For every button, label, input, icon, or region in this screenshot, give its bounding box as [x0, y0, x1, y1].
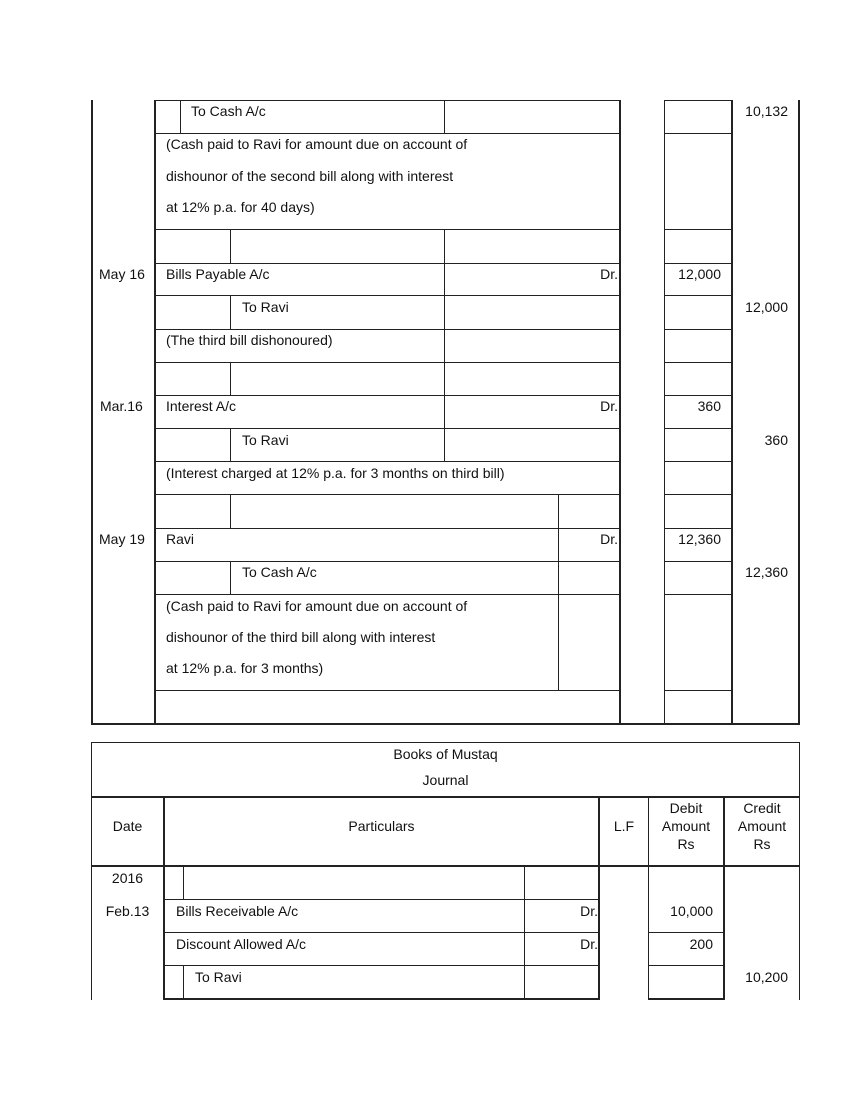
border-debit-left: [664, 100, 665, 725]
debit-amount: 10,000: [670, 903, 713, 919]
entry-date: May 16: [99, 266, 145, 282]
journal-title: Journal: [422, 772, 469, 788]
header-bottom-rule: [91, 865, 800, 867]
narration-line: (Cash paid to Ravi for amount due on account of: [166, 136, 468, 152]
border-left: [91, 100, 93, 725]
credit-amount: 10,200: [745, 969, 788, 985]
header-debit-line: Rs: [677, 836, 695, 852]
particulars-text: Interest A/c: [166, 398, 237, 414]
debit-amount: 200: [689, 936, 713, 952]
credit-amount: 12,000: [745, 299, 788, 315]
debit-amount: 360: [697, 398, 721, 414]
narration-line: (Cash paid to Ravi for amount due on account of: [166, 598, 468, 614]
dr-marker: Dr.: [580, 936, 598, 952]
border-date-col: [154, 100, 156, 725]
particulars-text: Bills Payable A/c: [166, 266, 270, 282]
header-debit-line: Debit: [669, 800, 703, 816]
particulars-text: Ravi: [166, 531, 195, 547]
border-right: [799, 742, 800, 1000]
credit-amount: 12,360: [745, 564, 788, 580]
header-credit-line: Credit: [743, 800, 781, 816]
narration-line: (Interest charged at 12% p.a. for 3 months on third bill): [166, 465, 505, 481]
entry-date: Mar.16: [100, 398, 143, 414]
narration-line: at 12% p.a. for 3 months): [166, 660, 324, 676]
particulars-text: Discount Allowed A/c: [176, 936, 306, 952]
narration-line: (The third bill dishonoured): [166, 332, 333, 348]
book-title: Books of Mustaq: [393, 746, 498, 762]
header-credit-line: Rs: [753, 836, 771, 852]
year-label: 2016: [111, 870, 144, 886]
debit-amount: 12,360: [678, 531, 721, 547]
entry-date: Feb.13: [105, 903, 150, 919]
border-bottom: [91, 723, 800, 725]
dr-marker: Dr.: [600, 531, 618, 547]
border-right: [798, 100, 800, 725]
particulars-text: To Ravi: [242, 299, 289, 315]
border-particulars-right: [619, 100, 621, 725]
entry-date: May 19: [99, 531, 145, 547]
debit-amount: 12,000: [678, 266, 721, 282]
particulars-text: To Ravi: [195, 969, 242, 985]
narration-line: dishounor of the second bill along with interest: [166, 168, 454, 184]
border-debit-right: [731, 100, 733, 725]
border-top: [91, 742, 800, 743]
particulars-text: Bills Receivable A/c: [176, 903, 299, 919]
particulars-text: To Cash A/c: [191, 103, 266, 119]
credit-amount: 360: [764, 432, 788, 448]
credit-amount: 10,132: [745, 103, 788, 119]
narration-line: dishounor of the third bill along with interest: [166, 629, 436, 645]
dr-marker: Dr.: [600, 266, 618, 282]
particulars-text: To Ravi: [242, 432, 289, 448]
narration-line: at 12% p.a. for 40 days): [166, 199, 315, 215]
header-date: Date: [112, 818, 143, 834]
header-particulars: Particulars: [348, 818, 415, 834]
dr-marker: Dr.: [600, 398, 618, 414]
dr-marker: Dr.: [580, 903, 598, 919]
header-lf: L.F: [613, 818, 635, 834]
header-credit-line: Amount: [737, 818, 787, 834]
header-debit-line: Amount: [661, 818, 711, 834]
particulars-text: To Cash A/c: [242, 564, 317, 580]
header-top-rule: [91, 796, 800, 798]
